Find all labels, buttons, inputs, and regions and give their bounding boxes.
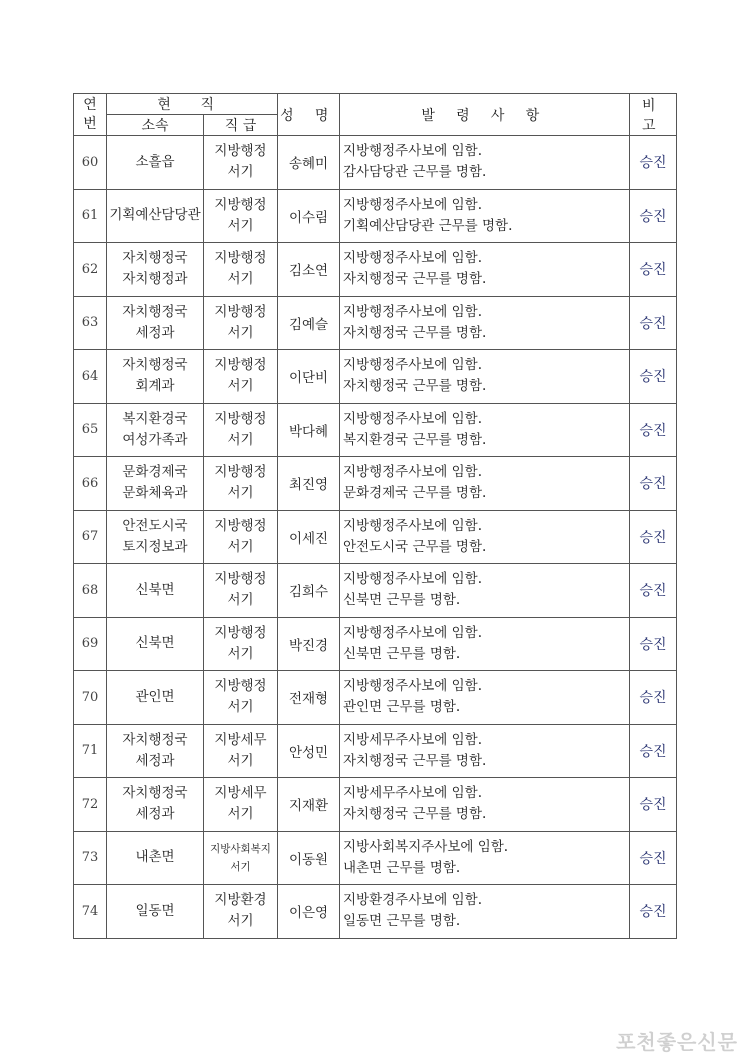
table-row <box>74 564 677 618</box>
note-badge: 승진 <box>630 617 677 671</box>
publisher-watermark: 포천좋은신문 <box>616 1030 738 1054</box>
grade-line: 지방행정 <box>214 410 267 427</box>
grade-line: 서기 <box>227 217 254 234</box>
grade-cell <box>204 350 278 404</box>
affiliation-line: 문화체육과 <box>122 485 188 502</box>
table-row <box>74 778 677 832</box>
affiliation-cell <box>107 564 204 618</box>
grade-line: 지방행정 <box>214 464 267 481</box>
affiliation-line: 복지환경국 <box>122 410 188 427</box>
row-number: 69 <box>74 617 107 671</box>
person-name: 이수림 <box>278 189 340 243</box>
affiliation-cell <box>107 136 204 190</box>
affiliation-cell <box>107 617 204 671</box>
grade-line: 지방행정 <box>214 517 267 534</box>
grade-cell <box>204 885 278 939</box>
affiliation-line: 관인면 <box>135 688 175 705</box>
affiliation-line: 토지정보과 <box>122 538 188 555</box>
affiliation-cell <box>107 724 204 778</box>
person-name: 김예슬 <box>278 296 340 350</box>
affiliation-line: 내촌면 <box>135 849 175 866</box>
order-line: 지방행정주사보에 임함. <box>343 357 482 374</box>
grade-line: 서기 <box>227 806 254 823</box>
grade-line: 지방행정 <box>214 678 267 695</box>
order-line: 지방사회복지주사보에 임함. <box>343 838 509 855</box>
affiliation-line: 자치행정국 <box>122 357 188 374</box>
header-number <box>74 94 107 136</box>
order-cell <box>340 457 630 511</box>
grade-line: 서기 <box>227 485 254 502</box>
order-cell <box>340 885 630 939</box>
order-line: 자치행정국 근무를 명함. <box>343 271 487 288</box>
order-line: 지방행정주사보에 임함. <box>343 678 482 695</box>
table-row <box>74 350 677 404</box>
affiliation-cell <box>107 350 204 404</box>
row-number: 71 <box>74 724 107 778</box>
grade-line: 서기 <box>227 752 254 769</box>
grade-line: 지방행정 <box>214 357 267 374</box>
order-line: 지방세무주사보에 임함. <box>343 731 482 748</box>
grade-line: 지방환경 <box>214 892 267 909</box>
grade-cell <box>204 724 278 778</box>
affiliation-line: 신북면 <box>135 581 175 598</box>
personnel-order-table <box>73 93 677 939</box>
order-line: 지방행정주사보에 임함. <box>343 624 482 641</box>
grade-line: 지방세무 <box>214 785 267 802</box>
grade-line: 지방사회복지 <box>210 842 271 855</box>
order-cell <box>340 617 630 671</box>
order-line: 지방행정주사보에 임함. <box>343 464 482 481</box>
order-cell <box>340 564 630 618</box>
affiliation-cell <box>107 403 204 457</box>
grade-line: 서기 <box>227 913 254 930</box>
order-line: 자치행정국 근무를 명함. <box>343 324 487 341</box>
affiliation-cell <box>107 296 204 350</box>
person-name: 김희수 <box>278 564 340 618</box>
affiliation-line: 안전도시국 <box>122 517 188 534</box>
affiliation-cell <box>107 671 204 725</box>
grade-line: 지방행정 <box>214 303 267 320</box>
person-name: 지재환 <box>278 778 340 832</box>
row-number: 61 <box>74 189 107 243</box>
grade-cell <box>204 296 278 350</box>
affiliation-line: 세정과 <box>135 752 175 769</box>
header-number-bottom: 번 <box>83 115 97 132</box>
affiliation-line: 기획예산담당관 <box>109 207 201 224</box>
grade-line: 서기 <box>227 378 254 395</box>
person-name: 송혜미 <box>278 136 340 190</box>
person-name: 김소연 <box>278 243 340 297</box>
grade-line: 서기 <box>227 431 254 448</box>
affiliation-line: 세정과 <box>135 324 175 341</box>
grade-line: 서기 <box>227 592 254 609</box>
affiliation-line: 문화경제국 <box>122 464 188 481</box>
affiliation-cell <box>107 189 204 243</box>
affiliation-line: 세정과 <box>135 806 175 823</box>
person-name: 박다혜 <box>278 403 340 457</box>
affiliation-line: 소흘읍 <box>135 153 175 170</box>
order-line: 지방세무주사보에 임함. <box>343 785 482 802</box>
note-badge: 승진 <box>630 885 677 939</box>
affiliation-cell <box>107 457 204 511</box>
order-cell <box>340 189 630 243</box>
grade-line: 서기 <box>227 645 254 662</box>
header-order: 발 령 사 항 <box>340 94 630 136</box>
note-badge: 승진 <box>630 136 677 190</box>
grade-cell <box>204 671 278 725</box>
order-line: 신북면 근무를 명함. <box>343 645 461 662</box>
table-row <box>74 457 677 511</box>
person-name: 안성민 <box>278 724 340 778</box>
note-badge: 승진 <box>630 189 677 243</box>
row-number: 74 <box>74 885 107 939</box>
grade-line: 지방행정 <box>214 143 267 160</box>
row-number: 62 <box>74 243 107 297</box>
affiliation-line: 자치행정국 <box>122 785 188 802</box>
table-row <box>74 671 677 725</box>
table-header <box>74 94 677 136</box>
grade-cell <box>204 617 278 671</box>
order-line: 복지환경국 근무를 명함. <box>343 431 487 448</box>
table-row <box>74 189 677 243</box>
grade-cell <box>204 510 278 564</box>
grade-cell <box>204 564 278 618</box>
order-line: 기획예산담당관 근무를 명함. <box>343 217 513 234</box>
row-number: 73 <box>74 831 107 885</box>
affiliation-line: 자치행정국 <box>122 731 188 748</box>
order-line: 내촌면 근무를 명함. <box>343 859 461 876</box>
affiliation-line: 자치행정과 <box>122 271 188 288</box>
note-badge: 승진 <box>630 457 677 511</box>
table-row <box>74 617 677 671</box>
order-line: 신북면 근무를 명함. <box>343 592 461 609</box>
row-number: 64 <box>74 350 107 404</box>
order-cell <box>340 724 630 778</box>
order-line: 자치행정국 근무를 명함. <box>343 752 487 769</box>
person-name: 이은영 <box>278 885 340 939</box>
grade-cell <box>204 403 278 457</box>
grade-cell <box>204 136 278 190</box>
note-badge: 승진 <box>630 778 677 832</box>
grade-line: 서기 <box>227 271 254 288</box>
grade-cell <box>204 457 278 511</box>
affiliation-line: 자치행정국 <box>122 250 188 267</box>
order-cell <box>340 671 630 725</box>
row-number: 67 <box>74 510 107 564</box>
header-current-position: 현 직 <box>107 94 278 115</box>
note-badge: 승진 <box>630 243 677 297</box>
affiliation-cell <box>107 831 204 885</box>
grade-cell <box>204 189 278 243</box>
person-name: 이동원 <box>278 831 340 885</box>
grade-line: 서기 <box>230 860 251 873</box>
table-row <box>74 885 677 939</box>
grade-line: 지방행정 <box>214 571 267 588</box>
order-line: 관인면 근무를 명함. <box>343 699 461 716</box>
order-line: 문화경제국 근무를 명함. <box>343 485 487 502</box>
order-cell <box>340 243 630 297</box>
note-badge: 승진 <box>630 724 677 778</box>
table-row <box>74 136 677 190</box>
order-cell <box>340 296 630 350</box>
table-row <box>74 296 677 350</box>
affiliation-cell <box>107 243 204 297</box>
order-line: 지방환경주사보에 임함. <box>343 892 482 909</box>
grade-line: 지방행정 <box>214 624 267 641</box>
header-affiliation: 소속 <box>107 115 204 136</box>
header-note: 비 고 <box>630 94 677 136</box>
order-line: 지방행정주사보에 임함. <box>343 196 482 213</box>
grade-line: 서기 <box>227 164 254 181</box>
person-name: 이단비 <box>278 350 340 404</box>
row-number: 68 <box>74 564 107 618</box>
header-number-top: 연 <box>83 96 97 113</box>
grade-line: 서기 <box>227 538 254 555</box>
grade-line: 지방행정 <box>214 250 267 267</box>
note-badge: 승진 <box>630 510 677 564</box>
header-name: 성 명 <box>278 94 340 136</box>
table-row <box>74 243 677 297</box>
order-line: 지방행정주사보에 임함. <box>343 303 482 320</box>
grade-cell <box>204 778 278 832</box>
person-name: 이세진 <box>278 510 340 564</box>
affiliation-line: 회계과 <box>135 378 175 395</box>
affiliation-line: 일동면 <box>135 902 175 919</box>
order-line: 지방행정주사보에 임함. <box>343 143 482 160</box>
affiliation-line: 신북면 <box>135 635 175 652</box>
order-cell <box>340 136 630 190</box>
order-cell <box>340 510 630 564</box>
affiliation-cell <box>107 778 204 832</box>
grade-cell <box>204 243 278 297</box>
table-body <box>74 136 677 939</box>
person-name: 박진경 <box>278 617 340 671</box>
note-badge: 승진 <box>630 296 677 350</box>
table-row <box>74 724 677 778</box>
order-cell <box>340 831 630 885</box>
order-line: 지방행정주사보에 임함. <box>343 517 482 534</box>
person-name: 최진영 <box>278 457 340 511</box>
row-number: 72 <box>74 778 107 832</box>
order-line: 지방행정주사보에 임함. <box>343 250 482 267</box>
order-line: 일동면 근무를 명함. <box>343 913 461 930</box>
order-line: 자치행정국 근무를 명함. <box>343 806 487 823</box>
order-cell <box>340 403 630 457</box>
note-badge: 승진 <box>630 403 677 457</box>
row-number: 70 <box>74 671 107 725</box>
note-badge: 승진 <box>630 350 677 404</box>
order-cell <box>340 778 630 832</box>
grade-line: 서기 <box>227 324 254 341</box>
order-line: 지방행정주사보에 임함. <box>343 571 482 588</box>
row-number: 65 <box>74 403 107 457</box>
person-name: 전재형 <box>278 671 340 725</box>
affiliation-cell <box>107 885 204 939</box>
table-row <box>74 403 677 457</box>
grade-line: 지방세무 <box>214 731 267 748</box>
affiliation-line: 여성가족과 <box>122 431 188 448</box>
affiliation-line: 자치행정국 <box>122 303 188 320</box>
order-cell <box>340 350 630 404</box>
row-number: 60 <box>74 136 107 190</box>
order-line: 감사담당관 근무를 명함. <box>343 164 487 181</box>
row-number: 66 <box>74 457 107 511</box>
table-row <box>74 510 677 564</box>
grade-line: 지방행정 <box>214 196 267 213</box>
note-badge: 승진 <box>630 671 677 725</box>
table-row <box>74 831 677 885</box>
order-line: 자치행정국 근무를 명함. <box>343 378 487 395</box>
grade-line: 서기 <box>227 699 254 716</box>
note-badge: 승진 <box>630 564 677 618</box>
order-line: 안전도시국 근무를 명함. <box>343 538 487 555</box>
affiliation-cell <box>107 510 204 564</box>
row-number: 63 <box>74 296 107 350</box>
header-grade: 직 급 <box>204 115 278 136</box>
note-badge: 승진 <box>630 831 677 885</box>
grade-cell <box>204 831 278 885</box>
order-line: 지방행정주사보에 임함. <box>343 410 482 427</box>
